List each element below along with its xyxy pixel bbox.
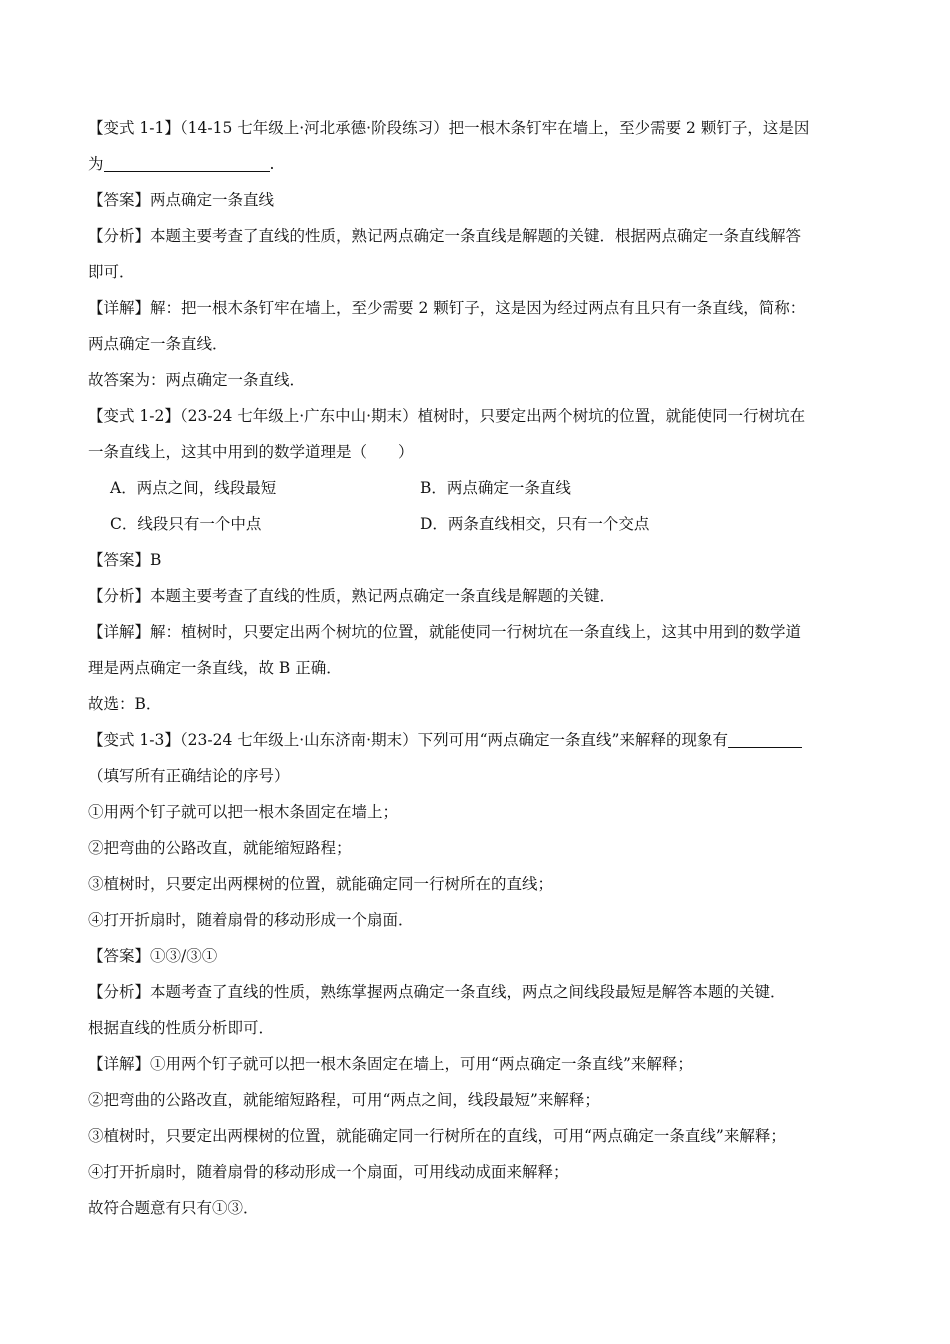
analysis-text: 本题考查了直线的性质，熟练掌握两点确定一条直线，两点之间线段最短是解答本题的关键． xyxy=(150,983,786,1001)
answer-tag: 【答案】 xyxy=(88,551,151,569)
v1-1-stem-period: . xyxy=(269,155,275,173)
analysis-tag: 【分析】 xyxy=(88,983,151,1001)
v1-2-detail-line-2: 理是两点确定一条直线，故 B 正确． xyxy=(88,659,342,677)
detail-tag: 【详解】 xyxy=(88,623,151,641)
v1-1-conclusion: 故答案为：两点确定一条直线． xyxy=(88,371,306,389)
v1-2-detail-line-1 xyxy=(88,614,863,650)
option-b: B．两点确定一条直线 xyxy=(420,479,571,497)
v1-3-tag: 【变式 1-3】 xyxy=(88,731,180,749)
v1-1-analysis-line-1 xyxy=(88,218,863,254)
v1-3-analysis-line-1 xyxy=(88,974,863,1010)
v1-3-detail-line-2: ②把弯曲的公路改直，就能缩短路程，可用“两点之间，线段最短”来解释； xyxy=(88,1091,600,1109)
v1-3-item-4: ④打开折扇时，随着扇骨的移动形成一个扇面． xyxy=(88,911,414,929)
v1-2-options-row-2 xyxy=(88,506,863,542)
v1-3-detail-line-3: ③植树时，只要定出两棵树的位置，就能确定同一行树所在的直线，可用“两点确定一条直线”来解释； xyxy=(88,1127,786,1145)
answer-tag: 【答案】 xyxy=(88,947,151,965)
detail-text: 解：植树时，只要定出两个树坑的位置，就能使同一行树坑在一条直线上，这其中用到的数学道 xyxy=(150,623,802,641)
v1-1-source: （14-15 七年级上·河北承德·阶段练习） xyxy=(179,119,449,137)
detail-text: 解：把一根木条钉牢在墙上，至少需要 2 颗钉子，这是因为经过两点有且只有一条直线，简称： xyxy=(150,299,806,317)
detail-tag: 【详解】 xyxy=(88,1055,151,1073)
analysis-tag: 【分析】 xyxy=(88,587,151,605)
answer-text: ①③/③① xyxy=(150,947,218,965)
v1-2-stem-line-2: 一条直线上，这其中用到的数学道理是（ ） xyxy=(88,443,414,461)
v1-3-analysis-line-2: 根据直线的性质分析即可． xyxy=(88,1019,275,1037)
v1-1-detail-line-1 xyxy=(88,290,863,326)
v1-3-stem-line-1 xyxy=(88,722,863,758)
v1-3-conclusion: 故符合题意有只有①③． xyxy=(88,1199,259,1217)
v1-2-answer xyxy=(88,542,863,578)
analysis-text: 本题主要考查了直线的性质，熟记两点确定一条直线是解题的关键．根据两点确定一条直线解答 xyxy=(150,227,802,245)
v1-2-stem-line-1 xyxy=(88,398,863,434)
v1-3-detail-line-4: ④打开折扇时，随着扇骨的移动形成一个扇面，可用线动成面来解释； xyxy=(88,1163,569,1181)
v1-3-detail-line-1 xyxy=(88,1046,863,1082)
v1-2-source: （23-24 七年级上·广东中山·期末） xyxy=(179,407,418,425)
v1-1-detail-line-2: 两点确定一条直线． xyxy=(88,335,228,353)
answer-blank xyxy=(104,153,270,172)
v1-1-stem-line-1 xyxy=(88,110,863,146)
v1-2-options-row-1 xyxy=(88,470,863,506)
detail-text: ①用两个钉子就可以把一根木条固定在墙上，可用“两点确定一条直线”来解释； xyxy=(150,1055,693,1073)
option-c: C．线段只有一个中点 xyxy=(110,515,262,533)
analysis-text: 本题主要考查了直线的性质，熟记两点确定一条直线是解题的关键． xyxy=(150,587,616,605)
answer-text: B xyxy=(150,551,162,569)
answer-blank xyxy=(728,729,802,748)
v1-3-stem-line-2: （填写所有正确结论的序号） xyxy=(88,767,290,785)
analysis-tag: 【分析】 xyxy=(88,227,151,245)
v1-1-answer xyxy=(88,182,863,218)
v1-1-stem-continued: 为 xyxy=(88,155,104,173)
answer-tag: 【答案】 xyxy=(88,191,151,209)
v1-1-stem-line-2 xyxy=(88,146,863,182)
v1-3-answer xyxy=(88,938,863,974)
v1-2-tag: 【变式 1-2】 xyxy=(88,407,180,425)
v1-1-stem: 把一根木条钉牢在墙上，至少需要 2 颗钉子，这是因 xyxy=(448,119,810,137)
v1-3-item-2: ②把弯曲的公路改直，就能缩短路程； xyxy=(88,839,352,857)
detail-tag: 【详解】 xyxy=(88,299,151,317)
document-page xyxy=(88,110,863,1226)
v1-3-stem: 下列可用“两点确定一条直线”来解释的现象有 xyxy=(417,731,728,749)
v1-2-conclusion: 故选：B． xyxy=(88,695,162,713)
v1-2-analysis xyxy=(88,578,863,614)
v1-1-analysis-line-2: 即可． xyxy=(88,263,135,281)
v1-3-item-1: ①用两个钉子就可以把一根木条固定在墙上； xyxy=(88,803,399,821)
option-a: A．两点之间，线段最短 xyxy=(110,479,277,497)
v1-2-stem: 植树时，只要定出两个树坑的位置，就能使同一行树坑在 xyxy=(417,407,806,425)
option-d: D．两条直线相交，只有一个交点 xyxy=(420,515,650,533)
v1-3-item-3: ③植树时，只要定出两棵树的位置，就能确定同一行树所在的直线； xyxy=(88,875,554,893)
answer-text: 两点确定一条直线 xyxy=(150,191,275,209)
v1-3-source: （23-24 七年级上·山东济南·期末） xyxy=(179,731,418,749)
v1-1-tag: 【变式 1-1】 xyxy=(88,119,180,137)
